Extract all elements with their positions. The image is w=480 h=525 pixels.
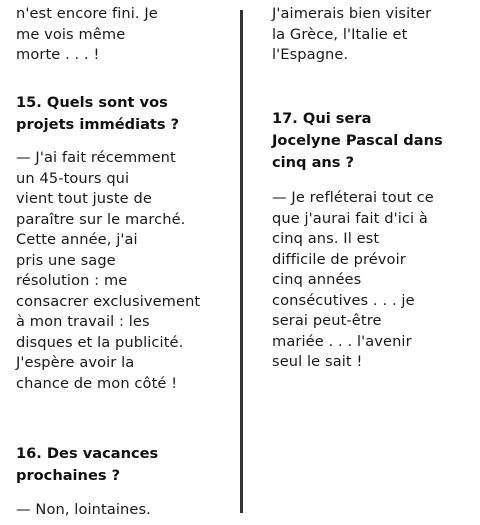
question-15-answer: — J'ai fait récemment un 45-tours qui vient tout juste de paraître sur le marché. Cette année, j'ai pris une sage résolution : me consacrer exclusivement à mon travail : les disques et la publicité. J'espère avoir la chance de mon côté !: [16, 149, 201, 392]
left-intro-text: n'est encore fini. Je me vois même morte . . . !: [16, 5, 158, 63]
question-16-heading: 16. Des vacances prochaines ?: [16, 445, 159, 484]
question-17-heading: 17. Qui sera Jocelyne Pascal dans cinq ans ?: [272, 110, 443, 171]
question-16-answer: — Non, lointaines.: [16, 501, 151, 518]
question-17-answer: — Je refléterai tout ce que j'aurai fait d'ici à cinq ans. Il est difficile de prévoir cinq années consécutives . . . je serai peut-être mariée . . . l'avenir seul le sait !: [272, 189, 434, 370]
question-15-heading: 15. Quels sont vos projets immédiats ?: [16, 94, 180, 133]
right-intro-text: J'aimerais bien visiter la Grèce, l'Italie et l'Espagne.: [272, 5, 432, 63]
column-divider: [240, 10, 243, 513]
